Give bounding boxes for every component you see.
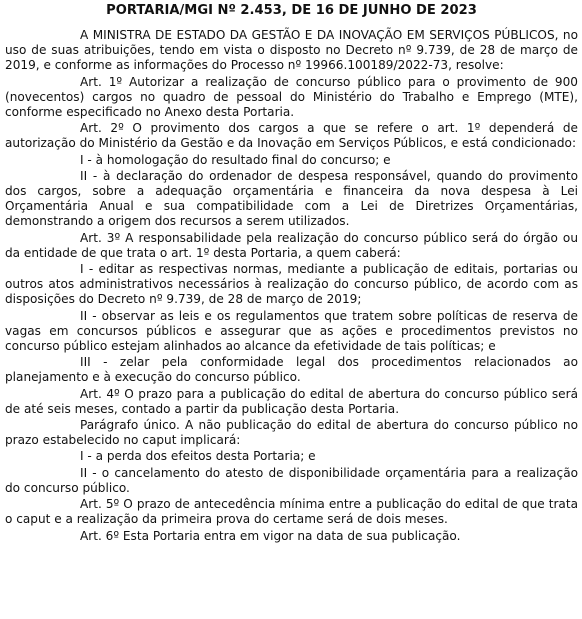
article-4-item-2: II - o cancelamento do atesto de disponibilidade orçamentária para a realização do concurso público. [5,465,578,495]
preamble-paragraph: A MINISTRA DE ESTADO DA GESTÃO E DA INOVAÇÃO EM SERVIÇOS PÚBLICOS, no uso de suas atribuições, tendo em vista o disposto no Decreto nº 9.739, de 28 de março de 2019, e conforme as informações do Processo nº 19966.100189/2022-73, resolve: [5,28,578,73]
article-1-paragraph: Art. 1º Autorizar a realização de concurso público para o provimento de 900 (novecentos) cargos no quadro de pessoal do Ministério do Trabalho e Emprego (MTE), conforme especificado no Anexo desta Portaria. [5,74,578,120]
article-2-item-2: II - à declaração do ordenador de despesa responsável, quando do provimento dos cargos, sobre a adequação orçamentária e financeira da nova despesa à Lei Orçamentária Anual e sua compatibilidade com a Lei de Diretrizes Orçamentárias, demonstrando a origem dos recursos a serem utilizados. [5,168,578,229]
article-4-sole-paragraph: Parágrafo único. A não publicação do edital de abertura do concurso público no prazo estabelecido no caput implicará: [5,418,578,448]
article-4-paragraph: Art. 4º O prazo para a publicação do edital de abertura do concurso público será de até seis meses, contado a partir da publicação desta Portaria. [5,386,578,416]
article-3-item-1: I - editar as respectivas normas, mediante a publicação de editais, portarias ou outros atos administrativos necessários à realização do concurso público, de acordo com as disposições do Decreto nº 9.739, de 28 de março de 2019; [5,262,578,307]
article-3-paragraph: Art. 3º A responsabilidade pela realização do concurso público será do órgão ou da entidade de que trata o art. 1º desta Portaria, a quem caberá: [5,230,578,260]
article-6-paragraph: Art. 6º Esta Portaria entra em vigor na data de sua publicação. [80,528,461,543]
article-3-item-3: III - zelar pela conformidade legal dos procedimentos relacionados ao planejamento e à execução do concurso público. [5,355,578,385]
article-4-item-1: I - a perda dos efeitos desta Portaria; e [80,449,316,464]
article-2-item-1: I - à homologação do resultado final do concurso; e [80,152,391,167]
article-2-paragraph: Art. 2º O provimento dos cargos a que se refere o art. 1º dependerá de autorização do Ministério da Gestão e da Inovação em Serviços Públicos, e está condicionado: [5,121,578,151]
article-3-item-2: II - observar as leis e os regulamentos que tratem sobre políticas de reserva de vagas em concursos públicos e assegurar que as ações e procedimentos previstos no concurso público estejam alinhados ao alcance da efetividade de tais políticas; e [5,308,578,354]
article-5-paragraph: Art. 5º O prazo de antecedência mínima entre a publicação do edital de que trata o caput e a realização da primeira prova do certame será de dois meses. [5,497,578,527]
document-title: PORTARIA/MGI Nº 2.453, DE 16 DE JUNHO DE 2023 [106,3,477,18]
